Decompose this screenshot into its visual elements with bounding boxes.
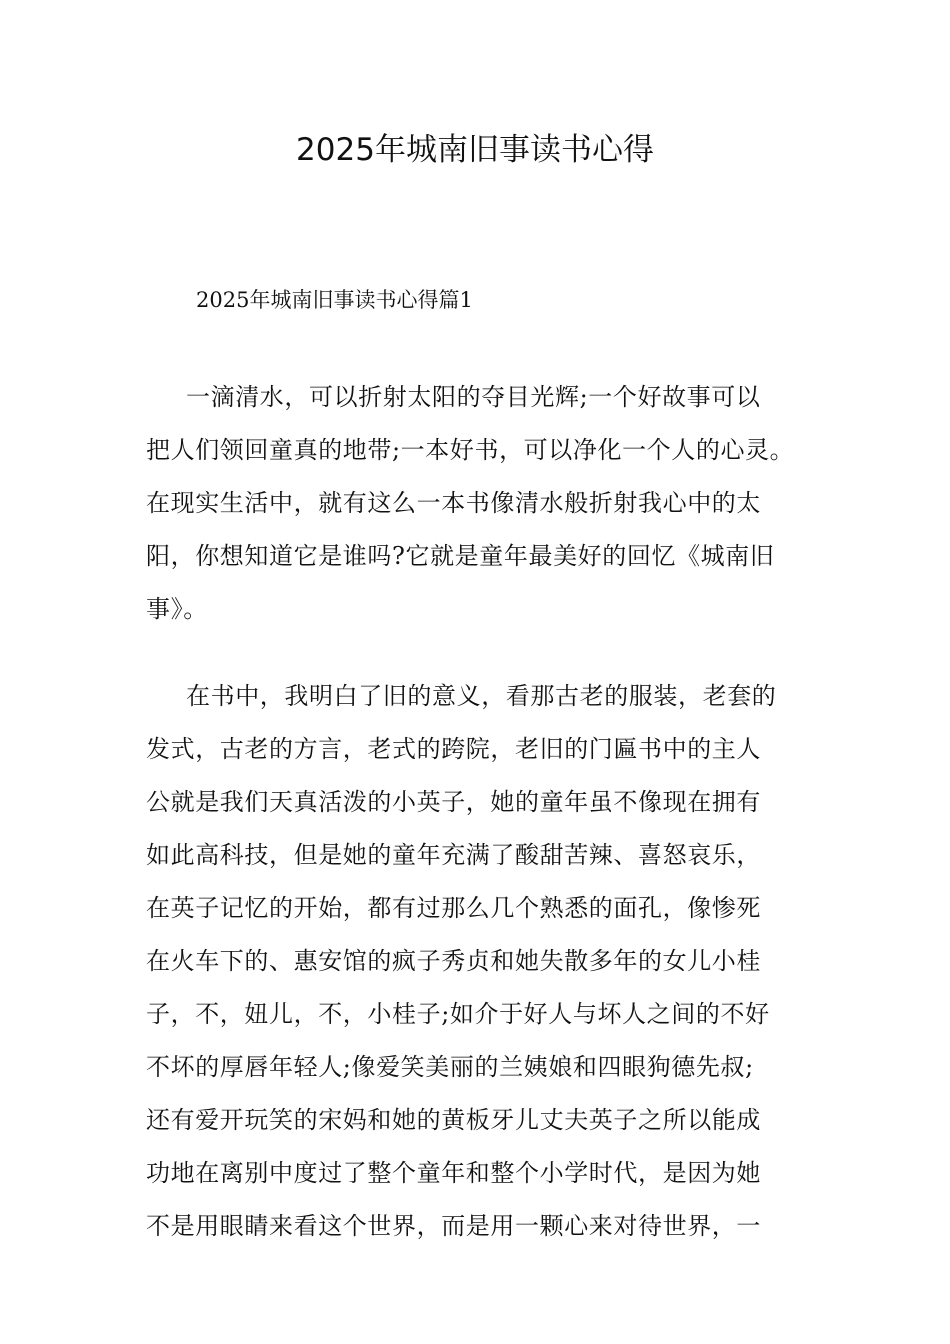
paragraph-line: 发式，古老的方言，老式的跨院，老旧的门匾书中的主人 [146,735,761,763]
paragraph-line: 功地在离别中度过了整个童年和整个小学时代，是因为她 [146,1159,761,1187]
paragraph-line: 把人们领回童真的地带;一本好书，可以净化一个人的心灵。 [146,436,795,464]
paragraph-line: 一滴清水，可以折射太阳的夺目光辉;一个好故事可以 [186,383,761,411]
paragraph-line: 不是用眼睛来看这个世界，而是用一颗心来对待世界，一 [146,1212,761,1240]
paragraph-line: 还有爱开玩笑的宋妈和她的黄板牙儿丈夫英子之所以能成 [146,1106,761,1134]
paragraph-2 [146,670,826,1253]
paragraph-line: 在现实生活中，就有这么一本书像清水般折射我心中的太 [146,489,761,517]
paragraph-line: 在火车下的、惠安馆的疯子秀贞和她失散多年的女儿小桂 [146,947,761,975]
paragraph-line: 事》。 [146,595,208,623]
section-subtitle: 2025年城南旧事读书心得篇1 [196,288,473,312]
paragraph-line: 公就是我们天真活泼的小英子，她的童年虽不像现在拥有 [146,788,761,816]
paragraph-1 [146,371,826,636]
paragraph-line: 在英子记忆的开始，都有过那么几个熟悉的面孔，像惨死 [146,894,761,922]
paragraph-line: 在书中，我明白了旧的意义，看那古老的服装，老套的 [186,682,777,710]
paragraph-line: 阳，你想知道它是谁吗?它就是童年最美好的回忆《城南旧 [146,542,775,570]
paragraph-line: 子，不，妞儿，不，小桂子;如介于好人与坏人之间的不好 [146,1000,770,1028]
document-title: 2025年城南旧事读书心得 [296,132,654,168]
paragraph-line: 如此高科技，但是她的童年充满了酸甜苦辣、喜怒哀乐， [146,841,761,869]
paragraph-line: 不坏的厚唇年轻人;像爱笑美丽的兰姨娘和四眼狗德先叔; [146,1053,754,1081]
